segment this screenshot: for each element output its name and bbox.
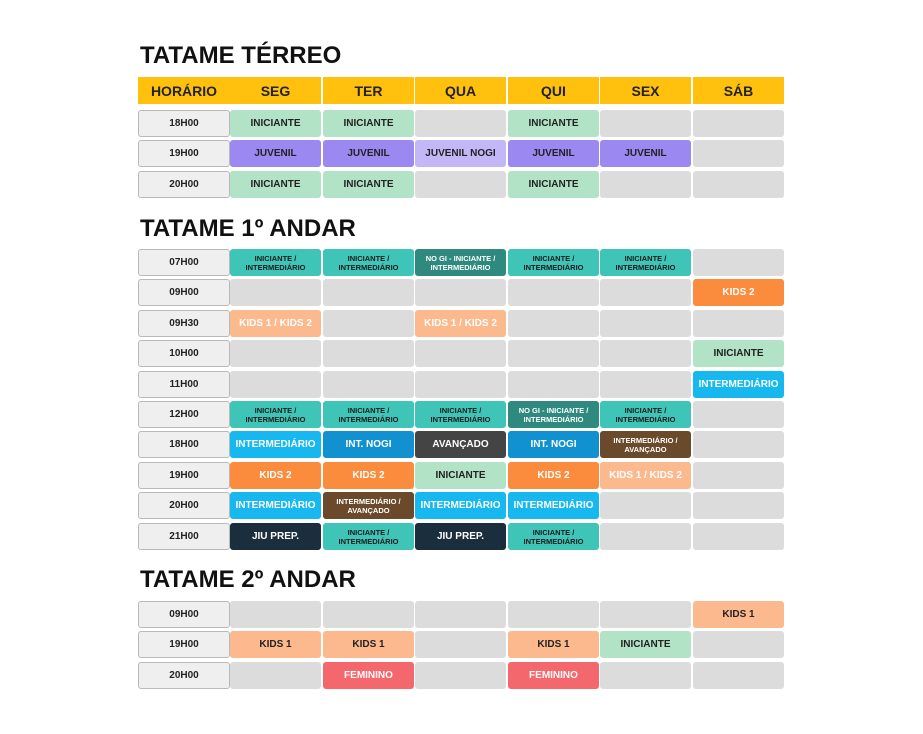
header-row [138,77,786,104]
empty-cell [508,310,599,337]
schedule-row [138,249,786,276]
empty-cell [693,492,784,519]
section-title: TATAME TÉRREO [140,42,342,69]
class-cell: JIU PREP. [230,523,321,550]
empty-cell [600,662,691,689]
time-cell: 20H00 [138,492,230,519]
class-cell: INICIANTE / INTERMEDIÁRIO [230,249,321,276]
class-cell: INICIANTE [693,340,784,367]
class-cell: INICIANTE [508,171,599,198]
class-cell: KIDS 1 / KIDS 2 [600,462,691,489]
empty-cell [415,340,506,367]
class-cell: KIDS 2 [323,462,414,489]
class-cell: INT. NOGI [508,431,599,458]
empty-cell [415,110,506,137]
schedule-row [138,462,786,489]
schedule-row [138,523,786,550]
class-cell: INTERMEDIÁRIO [693,371,784,398]
schedule-row [138,371,786,398]
class-cell: INICIANTE [323,110,414,137]
schedule-row [138,492,786,519]
schedule-row [138,171,786,198]
class-cell: AVANÇADO [415,431,506,458]
header-day-seg: SEG [230,77,321,104]
empty-cell [600,601,691,628]
class-cell: INTERMEDIÁRIO [230,431,321,458]
empty-cell [693,110,784,137]
class-cell: JUVENIL [600,140,691,167]
schedule-row [138,279,786,306]
class-cell: INICIANTE / INTERMEDIÁRIO [323,401,414,428]
schedule-row [138,431,786,458]
section-title: TATAME 1º ANDAR [140,215,356,242]
empty-cell [693,662,784,689]
empty-cell [600,371,691,398]
header-day-qua: QUA [415,77,506,104]
class-cell: KIDS 1 [508,631,599,658]
class-cell: INTERMEDIÁRIO / AVANÇADO [323,492,414,519]
time-cell: 10H00 [138,340,230,367]
time-cell: 18H00 [138,431,230,458]
empty-cell [693,310,784,337]
class-cell: INTERMEDIÁRIO [230,492,321,519]
time-cell: 21H00 [138,523,230,550]
schedule-row [138,310,786,337]
class-cell: INICIANTE / INTERMEDIÁRIO [323,249,414,276]
class-cell: INICIANTE [600,631,691,658]
empty-cell [693,631,784,658]
header-day-sex: SEX [600,77,691,104]
empty-cell [415,631,506,658]
header-day-sáb: SÁB [693,77,784,104]
empty-cell [693,431,784,458]
class-cell: KIDS 2 [508,462,599,489]
class-cell: INTERMEDIÁRIO [508,492,599,519]
empty-cell [600,110,691,137]
empty-cell [693,140,784,167]
empty-cell [323,340,414,367]
schedule-row [138,601,786,628]
empty-cell [323,371,414,398]
class-cell: FEMININO [323,662,414,689]
header-day-ter: TER [323,77,414,104]
time-cell: 09H30 [138,310,230,337]
class-cell: INICIANTE [508,110,599,137]
time-cell: 12H00 [138,401,230,428]
empty-cell [230,662,321,689]
class-cell: KIDS 1 / KIDS 2 [415,310,506,337]
class-cell: KIDS 1 [693,601,784,628]
class-cell: INICIANTE / INTERMEDIÁRIO [415,401,506,428]
empty-cell [693,401,784,428]
empty-cell [415,371,506,398]
class-cell: INICIANTE [415,462,506,489]
class-cell: INICIANTE / INTERMEDIÁRIO [600,249,691,276]
class-cell: JUVENIL [508,140,599,167]
class-cell: FEMININO [508,662,599,689]
empty-cell [693,249,784,276]
class-cell: JIU PREP. [415,523,506,550]
class-cell: KIDS 2 [693,279,784,306]
empty-cell [323,310,414,337]
class-cell: KIDS 1 / KIDS 2 [230,310,321,337]
empty-cell [600,310,691,337]
schedule-row [138,140,786,167]
class-cell: NO GI - INICIANTE / INTERMEDIÁRIO [508,401,599,428]
time-cell: 07H00 [138,249,230,276]
empty-cell [508,601,599,628]
class-cell: INICIANTE / INTERMEDIÁRIO [600,401,691,428]
class-cell: INICIANTE / INTERMEDIÁRIO [230,401,321,428]
class-cell: INICIANTE [230,110,321,137]
schedule-row [138,340,786,367]
section-title: TATAME 2º ANDAR [140,566,356,593]
class-cell: INICIANTE / INTERMEDIÁRIO [508,523,599,550]
empty-cell [600,340,691,367]
class-cell: JUVENIL [323,140,414,167]
time-cell: 19H00 [138,140,230,167]
time-cell: 19H00 [138,462,230,489]
class-cell: INICIANTE [323,171,414,198]
class-cell: INT. NOGI [323,431,414,458]
empty-cell [693,462,784,489]
time-cell: 09H00 [138,279,230,306]
time-cell: 20H00 [138,662,230,689]
empty-cell [230,340,321,367]
class-cell: INICIANTE / INTERMEDIÁRIO [508,249,599,276]
class-cell: NO GI - INICIANTE / INTERMEDIÁRIO [415,249,506,276]
empty-cell [600,523,691,550]
class-cell: JUVENIL [230,140,321,167]
class-cell: INTERMEDIÁRIO [415,492,506,519]
class-cell: INICIANTE / INTERMEDIÁRIO [323,523,414,550]
class-cell: JUVENIL NOGI [415,140,506,167]
time-cell: 11H00 [138,371,230,398]
empty-cell [230,371,321,398]
class-cell: INICIANTE [230,171,321,198]
empty-cell [600,171,691,198]
schedule-row [138,631,786,658]
class-cell: KIDS 2 [230,462,321,489]
schedule-row [138,401,786,428]
time-cell: 19H00 [138,631,230,658]
empty-cell [415,171,506,198]
time-cell: 18H00 [138,110,230,137]
empty-cell [415,601,506,628]
schedule-row [138,110,786,137]
class-cell: KIDS 1 [230,631,321,658]
empty-cell [415,662,506,689]
header-horario: HORÁRIO [138,77,230,104]
empty-cell [693,523,784,550]
empty-cell [415,279,506,306]
time-cell: 20H00 [138,171,230,198]
empty-cell [323,601,414,628]
class-cell: KIDS 1 [323,631,414,658]
empty-cell [230,601,321,628]
header-day-qui: QUI [508,77,599,104]
schedule-row [138,662,786,689]
class-cell: INTERMEDIÁRIO / AVANÇADO [600,431,691,458]
empty-cell [508,340,599,367]
time-cell: 09H00 [138,601,230,628]
empty-cell [600,492,691,519]
empty-cell [323,279,414,306]
empty-cell [508,279,599,306]
empty-cell [693,171,784,198]
empty-cell [508,371,599,398]
empty-cell [230,279,321,306]
empty-cell [600,279,691,306]
